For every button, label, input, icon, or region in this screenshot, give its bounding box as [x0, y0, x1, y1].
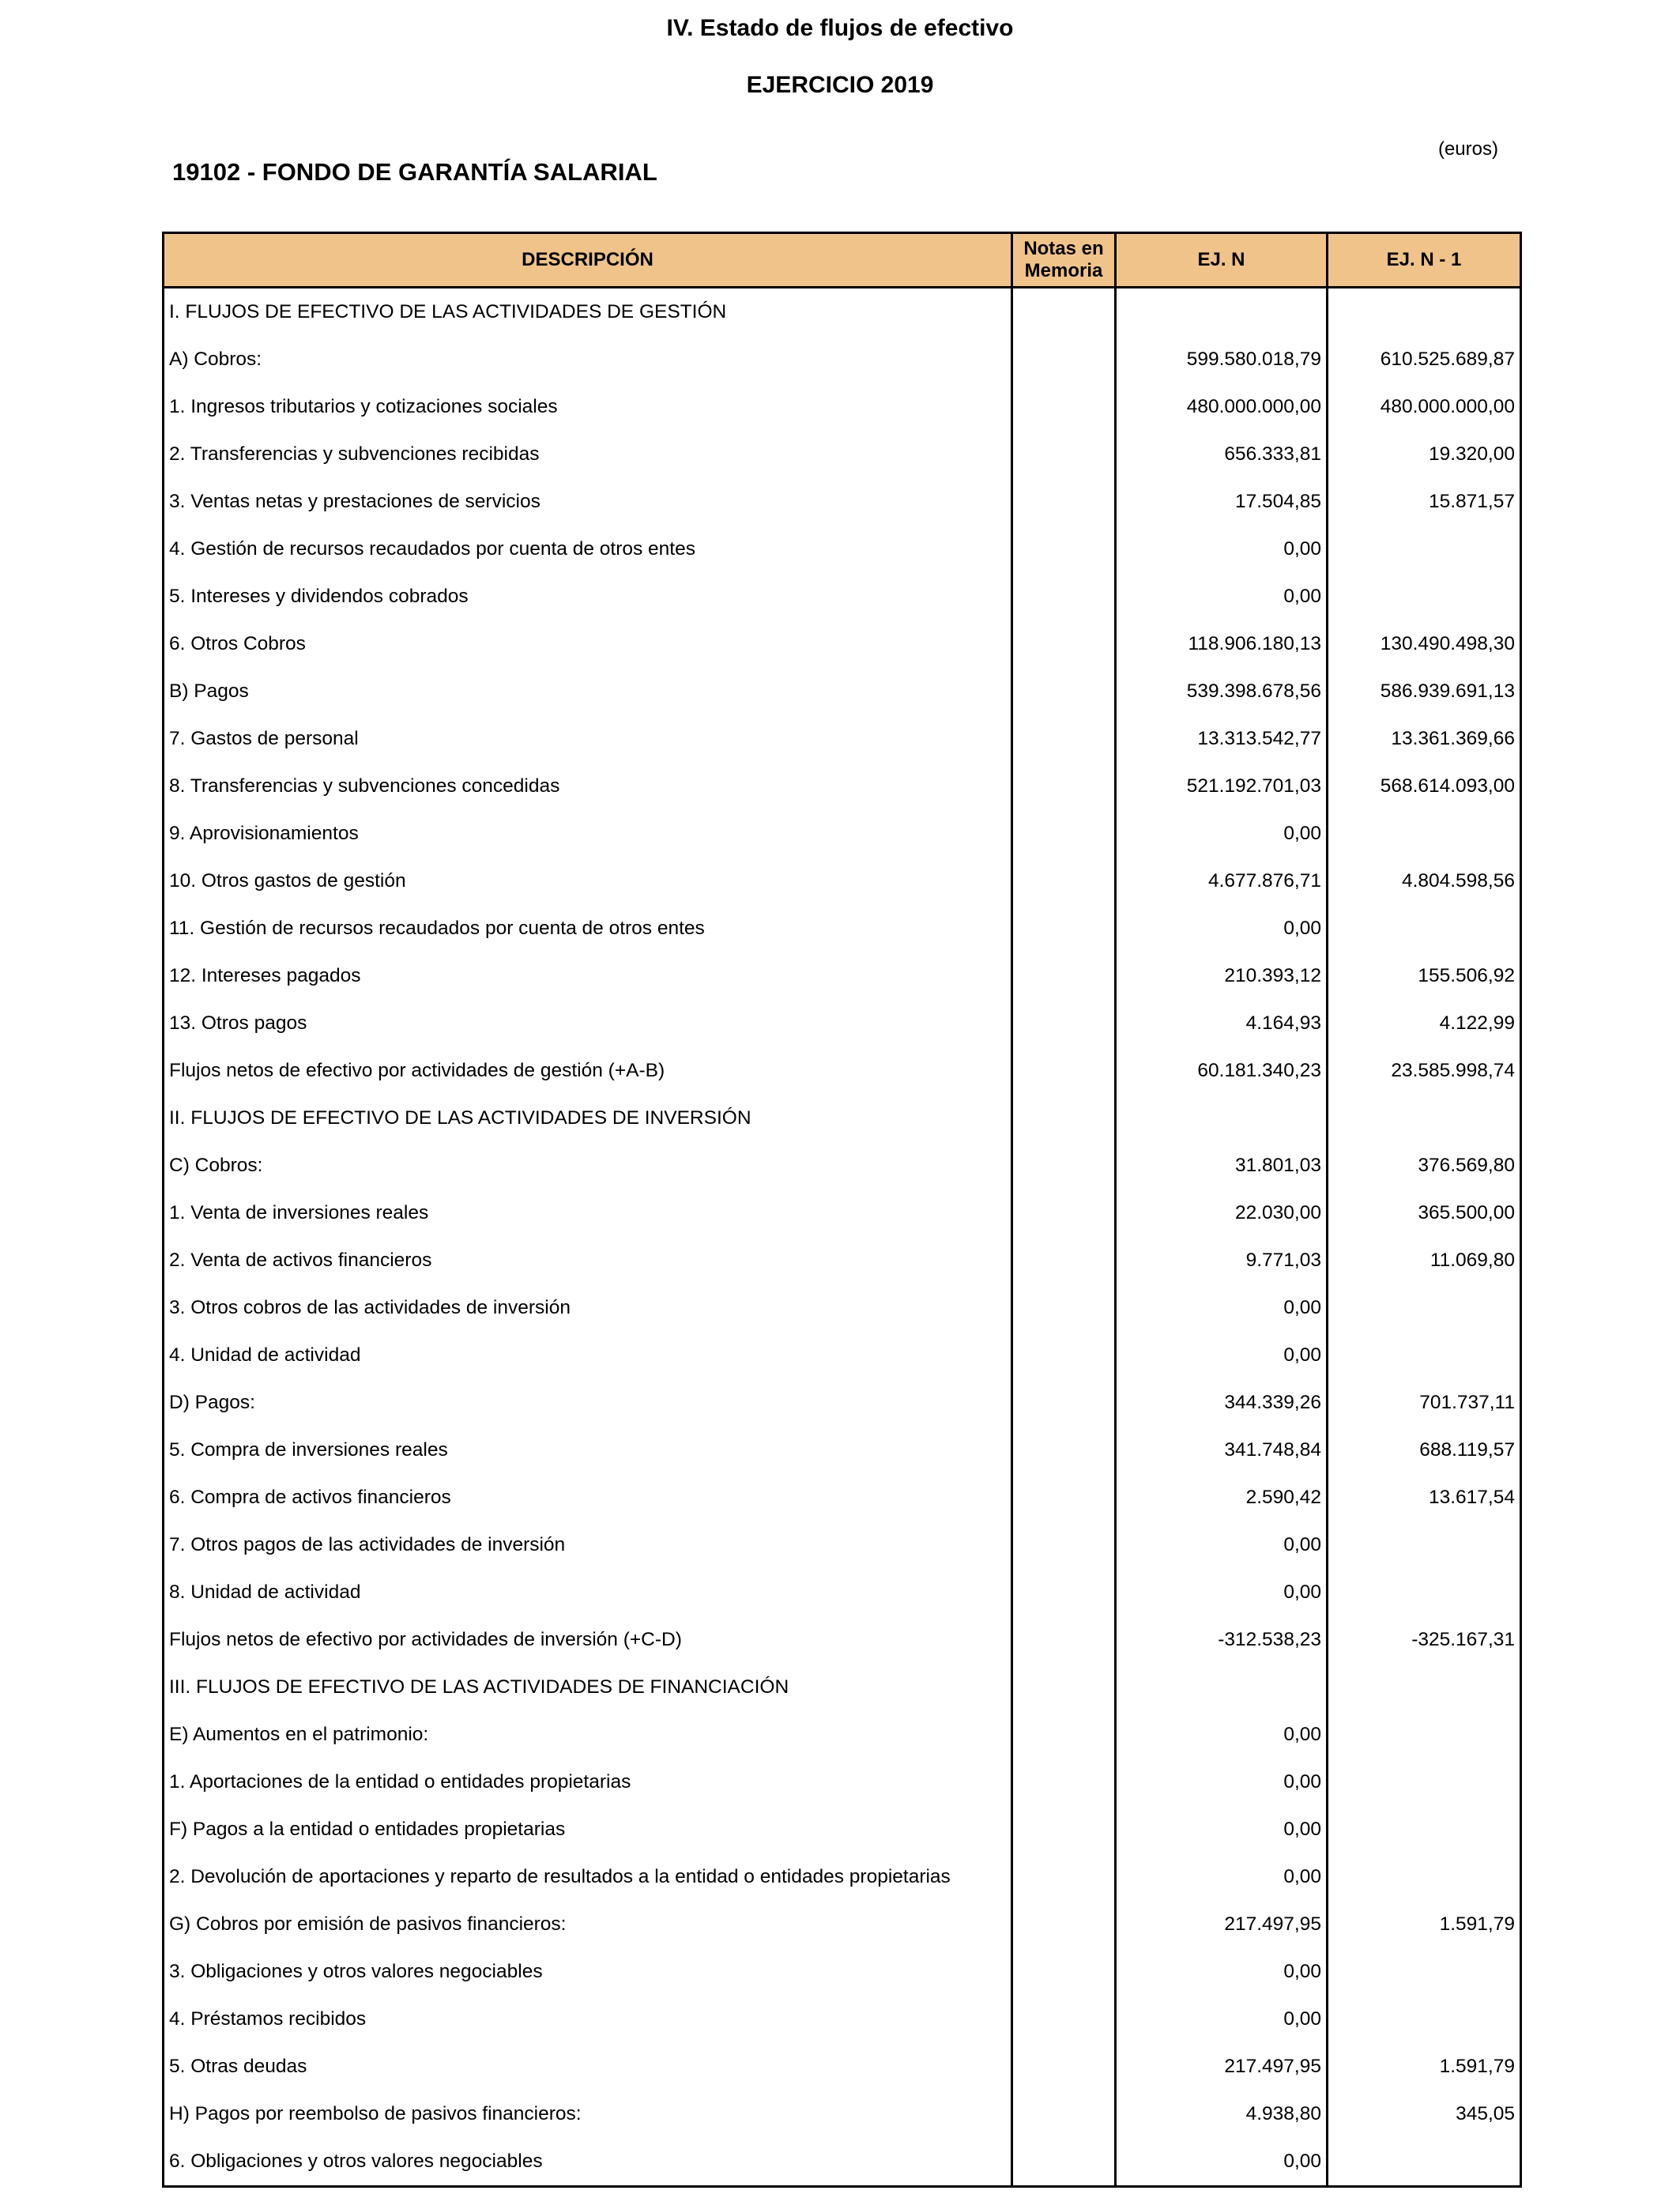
row-notes — [1012, 1616, 1116, 1664]
cash-flow-table — [162, 232, 1522, 2188]
row-value-current: 0,00 — [1116, 1853, 1328, 1901]
row-notes — [1012, 573, 1116, 620]
row-value-previous: 586.939.691,13 — [1328, 668, 1521, 715]
row-value-current: 4.164,93 — [1116, 1000, 1328, 1047]
table-row — [164, 1095, 1521, 1142]
page-title: IV. Estado de flujos de efectivo — [666, 15, 1014, 41]
row-value-previous: 568.614.093,00 — [1328, 763, 1521, 810]
row-description: 8. Unidad de actividad — [164, 1569, 1012, 1616]
row-description: 9. Aprovisionamientos — [164, 810, 1012, 858]
row-notes — [1012, 336, 1116, 383]
table-row — [164, 620, 1521, 668]
row-notes — [1012, 2043, 1116, 2090]
table-row — [164, 1759, 1521, 1806]
table-row — [164, 715, 1521, 763]
row-value-current: 599.580.018,79 — [1116, 336, 1328, 383]
row-description: A) Cobros: — [164, 336, 1012, 383]
table-row — [164, 1237, 1521, 1284]
row-value-previous: 610.525.689,87 — [1328, 336, 1521, 383]
row-notes — [1012, 1806, 1116, 1853]
row-value-previous — [1328, 1948, 1521, 1996]
row-value-previous: 23.585.998,74 — [1328, 1047, 1521, 1095]
row-description: Flujos netos de efectivo por actividades de gestión (+A-B) — [164, 1047, 1012, 1095]
currency-units: (euros) — [1437, 138, 1498, 160]
row-description: 2. Venta de activos financieros — [164, 1237, 1012, 1284]
row-notes — [1012, 1948, 1116, 1996]
table-row — [164, 478, 1521, 526]
row-value-previous: 155.506,92 — [1328, 952, 1521, 1000]
row-value-current: 217.497,95 — [1116, 2043, 1328, 2090]
row-value-previous — [1328, 526, 1521, 573]
row-value-current: 22.030,00 — [1116, 1189, 1328, 1237]
row-value-previous: 19.320,00 — [1328, 431, 1521, 478]
row-notes — [1012, 1284, 1116, 1332]
table-row — [164, 1284, 1521, 1332]
row-notes — [1012, 1237, 1116, 1284]
header-description: DESCRIPCIÓN — [164, 233, 1012, 288]
row-notes — [1012, 1142, 1116, 1189]
row-description: 3. Ventas netas y prestaciones de servicios — [164, 478, 1012, 526]
row-description: 5. Compra de inversiones reales — [164, 1427, 1012, 1474]
row-notes — [1012, 1853, 1116, 1901]
table-row — [164, 1142, 1521, 1189]
row-notes — [1012, 431, 1116, 478]
row-description: III. FLUJOS DE EFECTIVO DE LAS ACTIVIDADES DE FINANCIACIÓN — [164, 1664, 1012, 1711]
row-notes — [1012, 810, 1116, 858]
row-value-current: 4.938,80 — [1116, 2090, 1328, 2138]
table-row — [164, 1000, 1521, 1047]
row-description: 3. Obligaciones y otros valores negociables — [164, 1948, 1012, 1996]
row-value-current: 656.333,81 — [1116, 431, 1328, 478]
row-notes — [1012, 478, 1116, 526]
row-value-current: 0,00 — [1116, 526, 1328, 573]
header-current-year: EJ. N — [1116, 233, 1328, 288]
row-value-previous — [1328, 1284, 1521, 1332]
row-description: Flujos netos de efectivo por actividades de inversión (+C-D) — [164, 1616, 1012, 1664]
row-description: B) Pagos — [164, 668, 1012, 715]
row-value-current — [1116, 1664, 1328, 1711]
row-value-current — [1116, 288, 1328, 337]
row-value-previous: 345,05 — [1328, 2090, 1521, 2138]
row-value-previous: 4.804.598,56 — [1328, 858, 1521, 905]
table-row — [164, 2043, 1521, 2090]
table-row — [164, 2138, 1521, 2187]
row-description: 7. Gastos de personal — [164, 715, 1012, 763]
row-notes — [1012, 2138, 1116, 2187]
row-value-previous — [1328, 1521, 1521, 1569]
row-value-previous: 376.569,80 — [1328, 1142, 1521, 1189]
row-value-previous — [1328, 905, 1521, 952]
row-value-current: 0,00 — [1116, 1948, 1328, 1996]
row-value-current: 344.339,26 — [1116, 1379, 1328, 1427]
table-row — [164, 668, 1521, 715]
row-notes — [1012, 288, 1116, 337]
row-value-previous — [1328, 810, 1521, 858]
table-row — [164, 1853, 1521, 1901]
row-value-previous — [1328, 1711, 1521, 1759]
row-value-current: 210.393,12 — [1116, 952, 1328, 1000]
row-value-current: 217.497,95 — [1116, 1901, 1328, 1948]
row-description: 2. Transferencias y subvenciones recibidas — [164, 431, 1012, 478]
header-notes — [1012, 233, 1116, 288]
row-description: 6. Obligaciones y otros valores negociables — [164, 2138, 1012, 2187]
row-value-previous — [1328, 573, 1521, 620]
row-description: G) Cobros por emisión de pasivos financieros: — [164, 1901, 1012, 1948]
table-row — [164, 1047, 1521, 1095]
row-notes — [1012, 905, 1116, 952]
row-description: 8. Transferencias y subvenciones concedidas — [164, 763, 1012, 810]
table-row — [164, 431, 1521, 478]
row-notes — [1012, 1521, 1116, 1569]
row-value-current: 2.590,42 — [1116, 1474, 1328, 1521]
table-row — [164, 1901, 1521, 1948]
row-description: 7. Otros pagos de las actividades de inversión — [164, 1521, 1012, 1569]
row-value-previous: 15.871,57 — [1328, 478, 1521, 526]
table-row — [164, 526, 1521, 573]
table-row — [164, 2090, 1521, 2138]
row-value-previous — [1328, 2138, 1521, 2187]
row-description: 1. Aportaciones de la entidad o entidades propietarias — [164, 1759, 1012, 1806]
table-header-row — [164, 233, 1521, 288]
row-value-current: 4.677.876,71 — [1116, 858, 1328, 905]
table-row — [164, 952, 1521, 1000]
row-description: 1. Ingresos tributarios y cotizaciones sociales — [164, 383, 1012, 431]
row-notes — [1012, 1332, 1116, 1379]
row-value-current: 60.181.340,23 — [1116, 1047, 1328, 1095]
table-row — [164, 1379, 1521, 1427]
row-value-current: 0,00 — [1116, 573, 1328, 620]
row-value-current: 341.748,84 — [1116, 1427, 1328, 1474]
row-value-current: 13.313.542,77 — [1116, 715, 1328, 763]
row-notes — [1012, 1759, 1116, 1806]
row-value-current: 0,00 — [1116, 1569, 1328, 1616]
row-notes — [1012, 1427, 1116, 1474]
table-row — [164, 1996, 1521, 2043]
row-description: 3. Otros cobros de las actividades de inversión — [164, 1284, 1012, 1332]
row-description: 4. Préstamos recibidos — [164, 1996, 1012, 2043]
header-notes-line1: Notas en — [1023, 238, 1104, 259]
row-description: 6. Compra de activos financieros — [164, 1474, 1012, 1521]
row-notes — [1012, 1047, 1116, 1095]
row-notes — [1012, 1711, 1116, 1759]
row-description: 13. Otros pagos — [164, 1000, 1012, 1047]
row-description: 4. Unidad de actividad — [164, 1332, 1012, 1379]
row-notes — [1012, 1901, 1116, 1948]
row-notes — [1012, 526, 1116, 573]
header-previous-year: EJ. N - 1 — [1328, 233, 1521, 288]
row-description: 10. Otros gastos de gestión — [164, 858, 1012, 905]
row-value-current: 0,00 — [1116, 810, 1328, 858]
row-value-current: 31.801,03 — [1116, 1142, 1328, 1189]
row-value-previous: 13.617,54 — [1328, 1474, 1521, 1521]
table-row — [164, 810, 1521, 858]
row-value-current: 0,00 — [1116, 1332, 1328, 1379]
row-description: H) Pagos por reembolso de pasivos financieros: — [164, 2090, 1012, 2138]
table-row — [164, 1948, 1521, 1996]
row-value-current: 0,00 — [1116, 1759, 1328, 1806]
row-notes — [1012, 668, 1116, 715]
row-notes — [1012, 1379, 1116, 1427]
row-value-current: 0,00 — [1116, 905, 1328, 952]
row-notes — [1012, 952, 1116, 1000]
table-row — [164, 288, 1521, 337]
row-value-previous: 13.361.369,66 — [1328, 715, 1521, 763]
fiscal-year-subtitle: EJERCICIO 2019 — [746, 72, 934, 98]
row-value-current: 521.192.701,03 — [1116, 763, 1328, 810]
table-row — [164, 383, 1521, 431]
row-value-previous — [1328, 1759, 1521, 1806]
table-row — [164, 573, 1521, 620]
entity-name: 19102 - FONDO DE GARANTÍA SALARIAL — [172, 158, 657, 186]
table-row — [164, 905, 1521, 952]
row-notes — [1012, 715, 1116, 763]
table-row — [164, 1806, 1521, 1853]
table-row — [164, 1664, 1521, 1711]
row-description: C) Cobros: — [164, 1142, 1012, 1189]
row-description: 5. Intereses y dividendos cobrados — [164, 573, 1012, 620]
row-value-previous: 1.591,79 — [1328, 2043, 1521, 2090]
row-value-previous — [1328, 1853, 1521, 1901]
table-row — [164, 1427, 1521, 1474]
row-value-previous — [1328, 1996, 1521, 2043]
row-notes — [1012, 1474, 1116, 1521]
row-value-previous: 4.122,99 — [1328, 1000, 1521, 1047]
row-value-previous: 1.591,79 — [1328, 1901, 1521, 1948]
row-value-previous — [1328, 1332, 1521, 1379]
row-value-current: 118.906.180,13 — [1116, 620, 1328, 668]
table-row — [164, 1189, 1521, 1237]
row-description: 6. Otros Cobros — [164, 620, 1012, 668]
row-description: D) Pagos: — [164, 1379, 1012, 1427]
row-value-previous — [1328, 288, 1521, 337]
row-value-previous: -325.167,31 — [1328, 1616, 1521, 1664]
row-value-current: 0,00 — [1116, 2138, 1328, 2187]
row-value-previous: 365.500,00 — [1328, 1189, 1521, 1237]
row-description: 5. Otras deudas — [164, 2043, 1012, 2090]
row-description: I. FLUJOS DE EFECTIVO DE LAS ACTIVIDADES DE GESTIÓN — [164, 288, 1012, 337]
row-value-current: 0,00 — [1116, 1711, 1328, 1759]
row-value-previous — [1328, 1095, 1521, 1142]
row-value-previous: 11.069,80 — [1328, 1237, 1521, 1284]
row-value-current: -312.538,23 — [1116, 1616, 1328, 1664]
row-value-current: 0,00 — [1116, 1284, 1328, 1332]
row-value-previous: 480.000.000,00 — [1328, 383, 1521, 431]
row-value-current — [1116, 1095, 1328, 1142]
row-notes — [1012, 1000, 1116, 1047]
row-value-previous — [1328, 1664, 1521, 1711]
row-value-current: 0,00 — [1116, 1996, 1328, 2043]
row-notes — [1012, 1569, 1116, 1616]
row-description: 1. Venta de inversiones reales — [164, 1189, 1012, 1237]
row-value-current: 539.398.678,56 — [1116, 668, 1328, 715]
row-notes — [1012, 763, 1116, 810]
table-row — [164, 1474, 1521, 1521]
row-description: E) Aumentos en el patrimonio: — [164, 1711, 1012, 1759]
table-row — [164, 763, 1521, 810]
row-description: 2. Devolución de aportaciones y reparto de resultados a la entidad o entidades propietarias — [164, 1853, 1012, 1901]
row-notes — [1012, 1996, 1116, 2043]
table-row — [164, 336, 1521, 383]
row-notes — [1012, 620, 1116, 668]
table-row — [164, 1569, 1521, 1616]
table-row — [164, 1332, 1521, 1379]
row-value-previous: 701.737,11 — [1328, 1379, 1521, 1427]
row-notes — [1012, 858, 1116, 905]
row-notes — [1012, 2090, 1116, 2138]
row-notes — [1012, 1189, 1116, 1237]
row-description: II. FLUJOS DE EFECTIVO DE LAS ACTIVIDADES DE INVERSIÓN — [164, 1095, 1012, 1142]
table-row — [164, 1616, 1521, 1664]
row-value-previous: 688.119,57 — [1328, 1427, 1521, 1474]
row-notes — [1012, 1095, 1116, 1142]
table-row — [164, 1711, 1521, 1759]
row-value-current: 0,00 — [1116, 1521, 1328, 1569]
row-notes — [1012, 383, 1116, 431]
row-value-current: 480.000.000,00 — [1116, 383, 1328, 431]
row-value-current: 17.504,85 — [1116, 478, 1328, 526]
row-value-current: 0,00 — [1116, 1806, 1328, 1853]
row-description: F) Pagos a la entidad o entidades propietarias — [164, 1806, 1012, 1853]
row-description: 4. Gestión de recursos recaudados por cuenta de otros entes — [164, 526, 1012, 573]
header-notes-line2: Memoria — [1024, 260, 1103, 281]
row-value-previous — [1328, 1806, 1521, 1853]
row-value-previous: 130.490.498,30 — [1328, 620, 1521, 668]
row-description: 12. Intereses pagados — [164, 952, 1012, 1000]
table-row — [164, 1521, 1521, 1569]
row-description: 11. Gestión de recursos recaudados por cuenta de otros entes — [164, 905, 1012, 952]
row-value-current: 9.771,03 — [1116, 1237, 1328, 1284]
row-value-previous — [1328, 1569, 1521, 1616]
table-row — [164, 858, 1521, 905]
row-notes — [1012, 1664, 1116, 1711]
